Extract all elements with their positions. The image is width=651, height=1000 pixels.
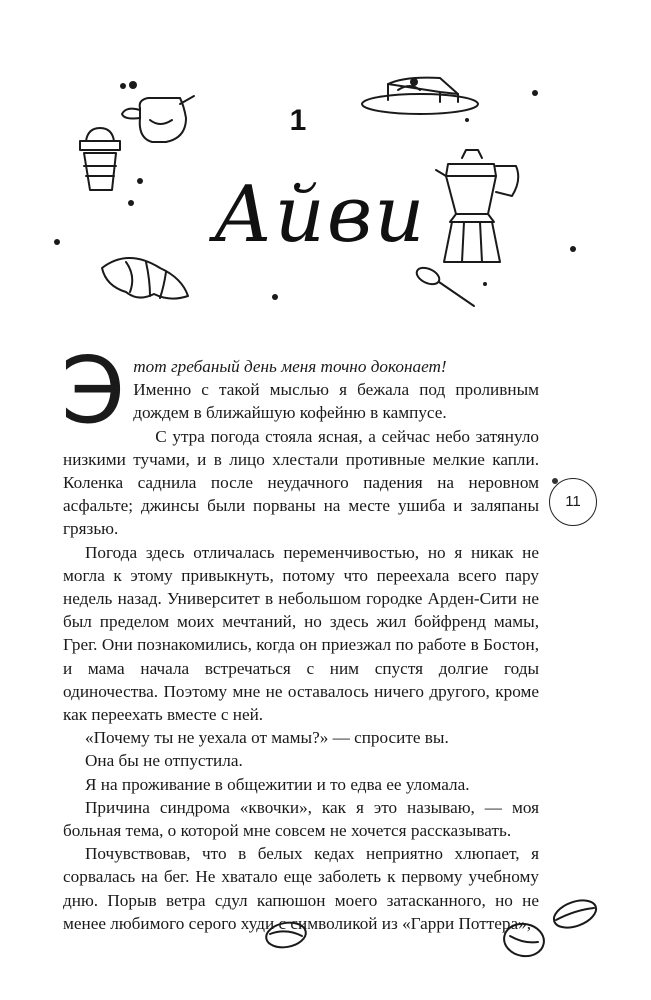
- opening-line: тот гребаный день меня точно доконает!: [133, 357, 447, 376]
- chapter-title: Айви: [213, 170, 427, 260]
- paragraph: С утра погода стояла ясная, а сейчас небо затянуло низкими тучами, и в лицо хлестали противные мелкие капли. Коленка саднила после неудачного падения на неровном асфальте; джинсы были порваны на месте ушиба и заляпаны грязью.: [63, 426, 539, 539]
- page-number: 11: [549, 478, 597, 526]
- opening-paragraph-rest: Именно с такой мыслью я бежала под проливным дождем в ближайшую кофейню в кампусе.: [133, 380, 539, 423]
- paragraph: Погода здесь отличалась переменчивостью, но я никак не могла к этому привыкнуть, потому что переехала всего пару недель назад. Университет в небольшом городке Арден-Сити не был пределом моих мечтаний, но здесь жил бойфренд мамы, Грег. Они познакомились, когда он приезжал по работе в Бостон, и мама начала встречаться с ним спустя долгие годы одиночества. Поэтому мне не оставалось ничего другого, кроме как переехать вместе с ней.: [63, 542, 539, 725]
- moka-pot-icon: [436, 150, 518, 262]
- paragraph: [61, 337, 539, 444]
- chapter-number: 1: [289, 104, 307, 137]
- creamer-jug-icon: [120, 81, 194, 142]
- paragraph: Она бы не отпустила.: [85, 751, 243, 771]
- paragraph: Я на проживание в общежитии и то едва ее уломала.: [85, 774, 470, 794]
- paragraph: «Почему ты не уехала от мамы?» — спросите вы.: [85, 728, 449, 748]
- body-text: [61, 337, 539, 935]
- drop-cap: Э: [61, 337, 126, 444]
- croissant-icon: [102, 258, 188, 299]
- paragraph: Почувствовав, что в белых кедах неприятно хлюпает, я сорвалась на бег. Не хватало еще заболеть к первому учебному дню. Порыв ветра сдул капюшон моего затасканного, но не менее любимого серого худи с символикой из «Гарри Поттера»,: [63, 844, 539, 933]
- paragraph: Причина синдрома «квочки», как я это называю, — моя больная тема, о которой мне совсем не хочется рассказывать.: [63, 797, 539, 841]
- cake-slice-icon: [362, 78, 478, 114]
- coffee-cup-icon: [80, 128, 120, 190]
- spoon-icon: [414, 265, 474, 306]
